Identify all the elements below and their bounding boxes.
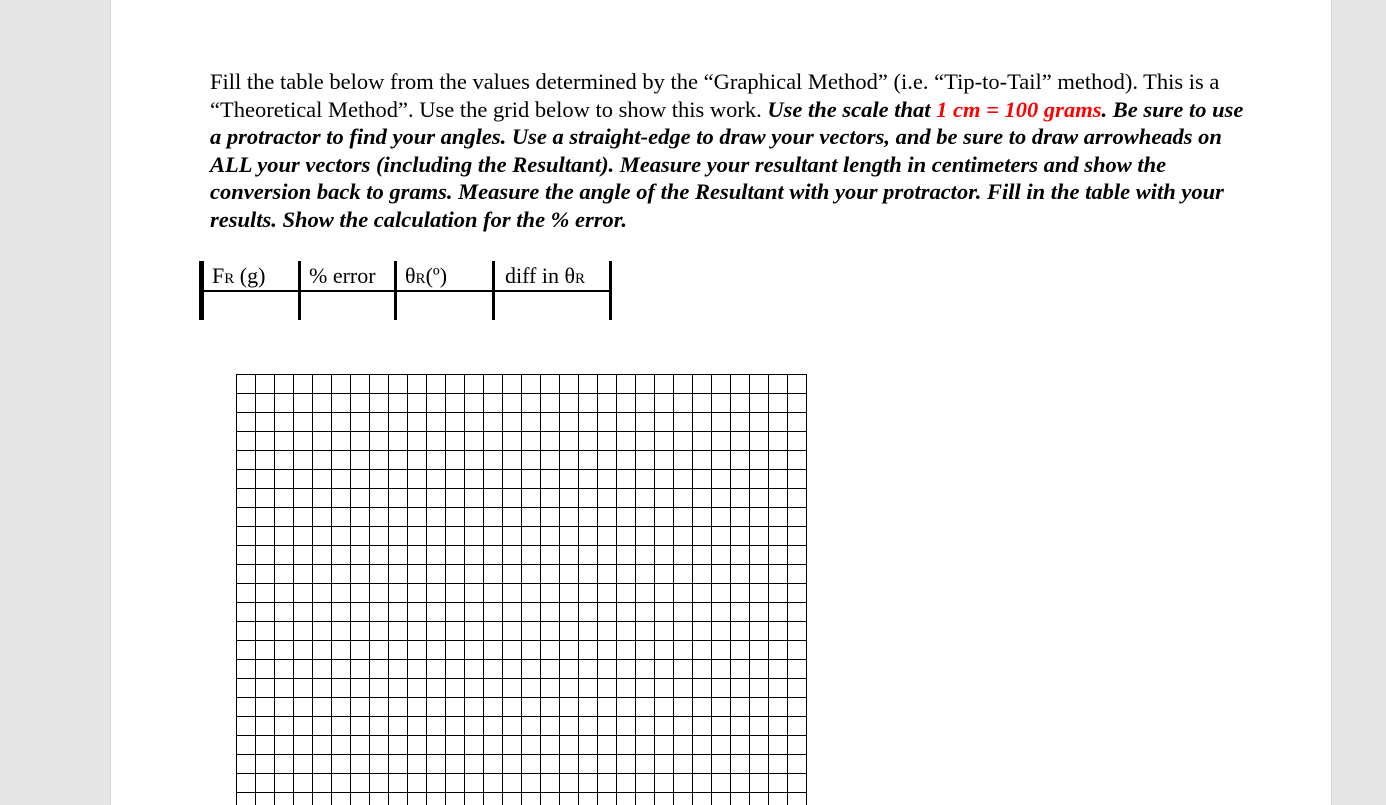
- results-table: [199, 261, 612, 320]
- header-theta-sub: R: [415, 270, 426, 287]
- results-header-row: [202, 261, 611, 291]
- header-percent-error: [300, 261, 396, 291]
- header-resultant-angle: [396, 261, 494, 291]
- entry-cell-diff[interactable]: [494, 291, 611, 320]
- header-fr-sub: R: [224, 270, 235, 287]
- document-page: [110, 0, 1332, 805]
- entry-cell-percent-error[interactable]: [300, 291, 396, 320]
- header-resultant-force: [202, 261, 300, 291]
- instructions-scale-end: .: [1101, 96, 1108, 122]
- results-table-wrap: [199, 261, 612, 320]
- header-diff-sub: R: [575, 270, 586, 287]
- header-percent-error-label: % error: [309, 262, 376, 288]
- instructions-intro: Fill the table below from the values determined by the “Graphical Method” (i.e. “Tip-to-Tail” method). This is a “Theoretical Method”. Use the grid below to show this work.: [210, 69, 1220, 122]
- instructions-emphasis: Be sure to use a protractor to find your angles. Use a straight-edge to draw your vectors, and be sure to draw arrowheads on ALL your vectors (including the Resultant). Measure your resultant length in centimeters and show the conversion back to grams. Measure the angle of the Resultant with your protractor. Fill in the table with your results. Show the calculation for the % error.: [210, 96, 1244, 232]
- instructions-paragraph: [210, 68, 1250, 234]
- graph-grid-lines: [236, 374, 808, 805]
- header-theta-unit: (º): [425, 262, 448, 288]
- instructions-scale-value: 1 cm = 100 grams: [936, 96, 1102, 122]
- header-diff-main: diff in θ: [505, 262, 576, 288]
- header-fr-main: F: [212, 262, 225, 288]
- results-entry-row: [202, 291, 611, 320]
- header-fr-unit: (g): [234, 262, 266, 288]
- header-angle-difference: [494, 261, 611, 291]
- entry-cell-theta[interactable]: [396, 291, 494, 320]
- header-theta-main: θ: [405, 262, 416, 288]
- graph-grid[interactable]: [236, 374, 808, 805]
- instructions-scale-lead: Use the scale that: [767, 96, 937, 122]
- entry-cell-fr[interactable]: [202, 291, 300, 320]
